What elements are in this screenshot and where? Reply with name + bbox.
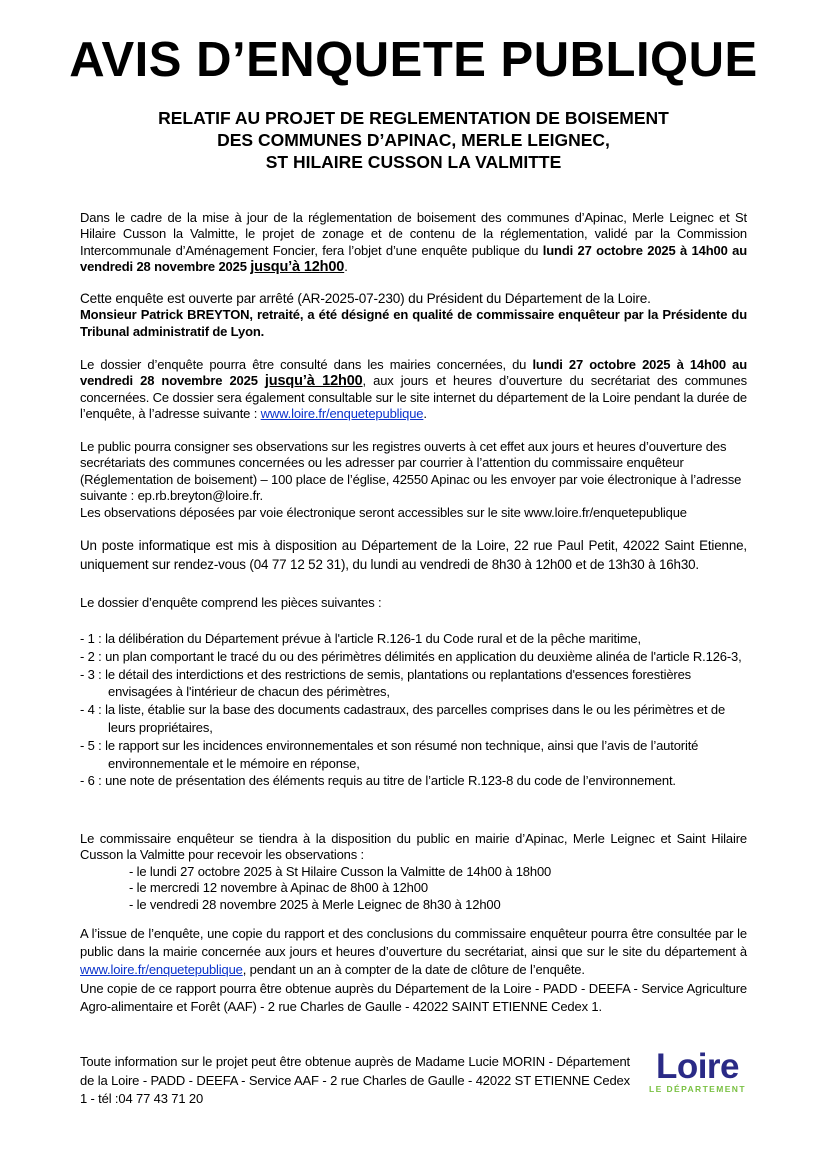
pieces-intro: Le dossier d’enquête comprend les pièces suivantes : [80,595,382,610]
text: Le commissaire enquêteur se tiendra à la disposition du public en mairie d’Apinac, Merle Leignec et Saint Hilaire Cusson la Valmitte pour recevoir les observations : [80,831,747,863]
end-time: jusqu’à 12h00 [250,259,345,276]
subtitle-line: RELATIF AU PROJET DE REGLEMENTATION DE BOISEMENT [158,108,669,128]
list-item: - 5 : le rapport sur les incidences environnementales et son résumé non technique, ainsi que l’avis de l’autorité environnementale et le mémoire en réponse, [80,737,699,771]
rapport-paragraph [80,925,747,1016]
text: . [423,406,427,422]
text: , aux jours et heures d’ouverture du secrétariat des communes concernées. Ce dossier sera également consultable sur le site internet du département de la Loire pendant la durée de l’enquête, à l’adresse suivante : [80,373,747,422]
commissaire-text: Monsieur Patrick BREYTON, retraité, a été désigné en qualité de commissaire enquêteur par la Présidente du Tribunal administratif de Lyon. [80,307,747,339]
text: . [344,259,348,275]
subtitle-line: DES COMMUNES D’APINAC, MERLE LEIGNEC, [217,130,610,150]
loire-logo [640,1047,755,1094]
text: A l’issue de l’enquête, une copie du rapport et des conclusions du commissaire enquêteur pourra être consultée par le public dans la mairie concernée aux jours et heures d’ouverture du secrétariat, ainsi que sur le site du département à [80,926,747,960]
permanences-list [80,864,747,913]
page-title: AVIS D’ENQUETE PUBLIQUE [69,33,758,87]
enquete-link[interactable]: www.loire.fr/enquetepublique [260,406,424,422]
permanences-paragraph [80,831,747,913]
logo-wordmark: Loire [655,1047,740,1086]
intro-paragraph [80,210,747,276]
text: Les observations déposées par voie électronique seront accessibles sur le site www.loire.fr/enquetepublique [80,504,687,520]
list-item: - 2 : un plan comportant le tracé du ou des périmètres délimités en application du deuxième alinéa de l'article R.126-3, [80,648,742,664]
list-item: - le vendredi 28 novembre 2025 à Merle Leignec de 8h30 à 12h00 [129,896,501,912]
pieces-list [80,630,747,790]
list-item: - 1 : la délibération du Département prévue à l'article R.126-1 du Code rural et de la pêche maritime, [80,631,641,646]
text: Le dossier d’enquête pourra être consulté dans les mairies concernées, du [80,357,533,372]
dossier-paragraph [80,357,747,423]
observations-paragraph [80,439,747,521]
text: Une copie de ce rapport pourra être obtenue auprès du Département de la Loire - PADD - DEEFA - Service Agriculture Agro-alimentaire et Forêt (AAF) - 2 rue Charles de Gaulle - 42022 SAINT ETIENNE Cedex 1. [80,980,747,1014]
poste-paragraph: Un poste informatique est mis à disposition au Département de la Loire, 22 rue Paul Petit, 42022 Saint Etienne, uniquement sur rendez-vous (04 77 12 52 31), du lundi au vendredi de 8h30 à 12h00 et de 13h30 à 16h30. [80,538,747,572]
list-item: - 3 : le détail des interdictions et des restrictions de semis, plantations ou replantations d'essences forestières envisagées à l'intérieur de chacun des périmètres, [80,666,692,700]
text: , pendant un an à compter de la date de clôture de l’enquête. [242,962,585,978]
text: Dans le cadre de la mise à jour de la réglementation de boisement des communes d’Apinac, Merle Leignec et St Hilaire Cusson la Valmitte, le projet de zonage et de contenu de la réglementation, validé par la Commission Intercommunale d’Aménagement Foncier, fera l’objet d’une enquête publique du [80,210,747,258]
enquete-link[interactable]: www.loire.fr/enquetepublique [80,962,243,978]
list-item: - 6 : une note de présentation des éléments requis au titre de l’article R.123-8 du code de l’environnement. [80,773,676,789]
subtitle [0,107,827,173]
list-item: - le mercredi 12 novembre à Apinac de 8h00 à 12h00 [129,880,428,896]
list-item: - le lundi 27 octobre 2025 à St Hilaire Cusson la Valmitte de 14h00 à 18h00 [129,863,552,879]
dates: lundi 27 octobre 2025 à 14h00 au vendredi 28 novembre 2025 [80,242,747,275]
subtitle-line: ST HILAIRE CUSSON LA VALMITTE [265,152,562,172]
list-item: - 4 : la liste, établie sur la base des documents cadastraux, des parcelles comprises dans le ou les périmètres et de leurs propriétaires, [80,702,726,735]
arrete-paragraph [80,291,747,340]
logo-tagline: LE DÉPARTEMENT [649,1084,746,1094]
dates: lundi 27 octobre 2025 à 14h00 au vendredi 28 novembre 2025 [80,357,747,389]
end-time: jusqu’à 12h00 [264,373,363,390]
text: Cette enquête est ouverte par arrêté (AR-2025-07-230) du Président du Département de la Loire. [80,291,651,306]
footer-contact: Toute information sur le projet peut être obtenue auprès de Madame Lucie MORIN - Département de la Loire - PADD - DEEFA - Service AAF - 2 rue Charles de Gaulle - 42022 ST ETIENNE Cedex 1 - tél :04 77 43 71 20 [80,1054,630,1106]
text: Le public pourra consigner ses observations sur les registres ouverts à cet effet aux jours et heures d’ouverture des secrétariats des communes concernées ou les adresser par courrier à l’attention du commissaire enquêteur (Réglementation de boisement) – 100 place de l’église, 42550 Apinac ou les envoyer par voie électronique à l’adresse suivante : ep.rb.breyton@loire.fr. [80,439,742,504]
